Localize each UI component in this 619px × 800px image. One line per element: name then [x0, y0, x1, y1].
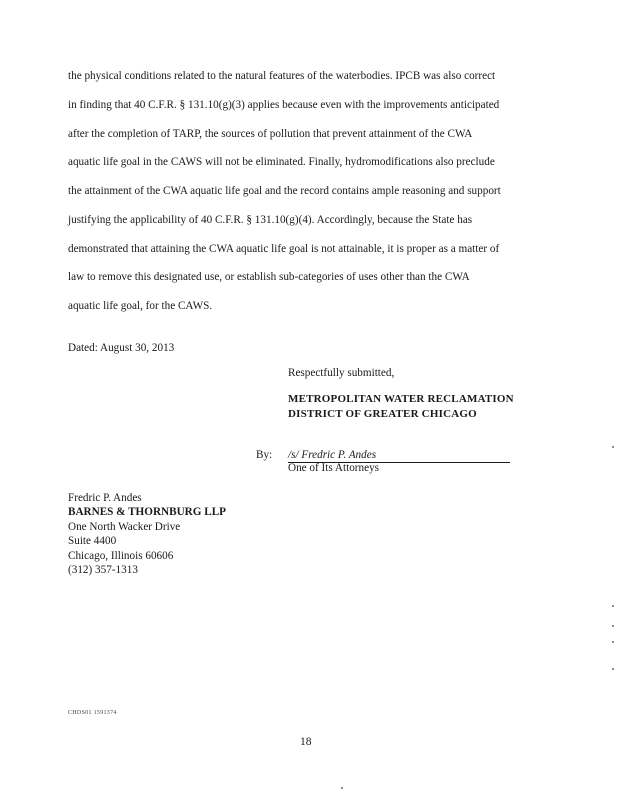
body-paragraph — [68, 62, 553, 321]
party-name-line-2: DISTRICT OF GREATER CHICAGO — [288, 408, 477, 420]
scan-speck — [612, 625, 614, 627]
document-id: CHDS01 1591374 — [68, 710, 117, 716]
body-line: justifying the applicability of 40 C.F.R. § 131.10(g)(4). Accordingly, because the State has — [68, 213, 473, 226]
phone-number: (312) 357-1313 — [68, 564, 138, 577]
address-suite: Suite 4400 — [68, 535, 117, 548]
scan-speck — [612, 605, 614, 607]
body-line: the attainment of the CWA aquatic life goal and the record contains ample reasoning and support — [68, 185, 501, 197]
body-line: law to remove this designated use, or establish sub-categories of uses other than the CWA — [68, 271, 470, 284]
address-street: One North Wacker Drive — [68, 520, 181, 533]
party-name-line-1: METROPOLITAN WATER RECLAMATION — [288, 393, 514, 405]
body-line: after the completion of TARP, the sources of pollution that prevent attainment of the CWA — [68, 127, 473, 140]
attorney-name: Fredric P. Andes — [68, 492, 142, 504]
date-line: Dated: August 30, 2013 — [68, 342, 175, 354]
party-name — [288, 392, 514, 422]
attorney-block — [68, 491, 226, 577]
body-line: the physical conditions related to the natural features of the waterbodies. IPCB was also correct — [68, 70, 496, 82]
scan-speck — [341, 787, 343, 789]
signature-role: One of Its Attorneys — [288, 462, 380, 474]
page-number: 18 — [300, 736, 312, 748]
body-line: demonstrated that attaining the CWA aquatic life goal is not attainable, it is proper as a matter of — [68, 242, 500, 255]
scan-speck — [612, 668, 614, 670]
scan-speck — [612, 446, 614, 448]
address-city: Chicago, Illinois 60606 — [68, 549, 174, 562]
signature-line: /s/ Fredric P. Andes — [288, 448, 510, 463]
body-line: aquatic life goal in the CAWS will not be eliminated. Finally, hydromodifications also preclude — [68, 156, 495, 169]
body-line: aquatic life goal, for the CAWS. — [68, 300, 213, 312]
body-line: in finding that 40 C.F.R. § 131.10(g)(3) applies because even with the improvements anticipated — [68, 98, 500, 111]
closing-line: Respectfully submitted, — [288, 367, 395, 379]
scan-speck — [612, 641, 614, 643]
law-firm-name: BARNES & THORNBURG LLP — [68, 506, 226, 519]
by-label: By: — [256, 449, 273, 461]
